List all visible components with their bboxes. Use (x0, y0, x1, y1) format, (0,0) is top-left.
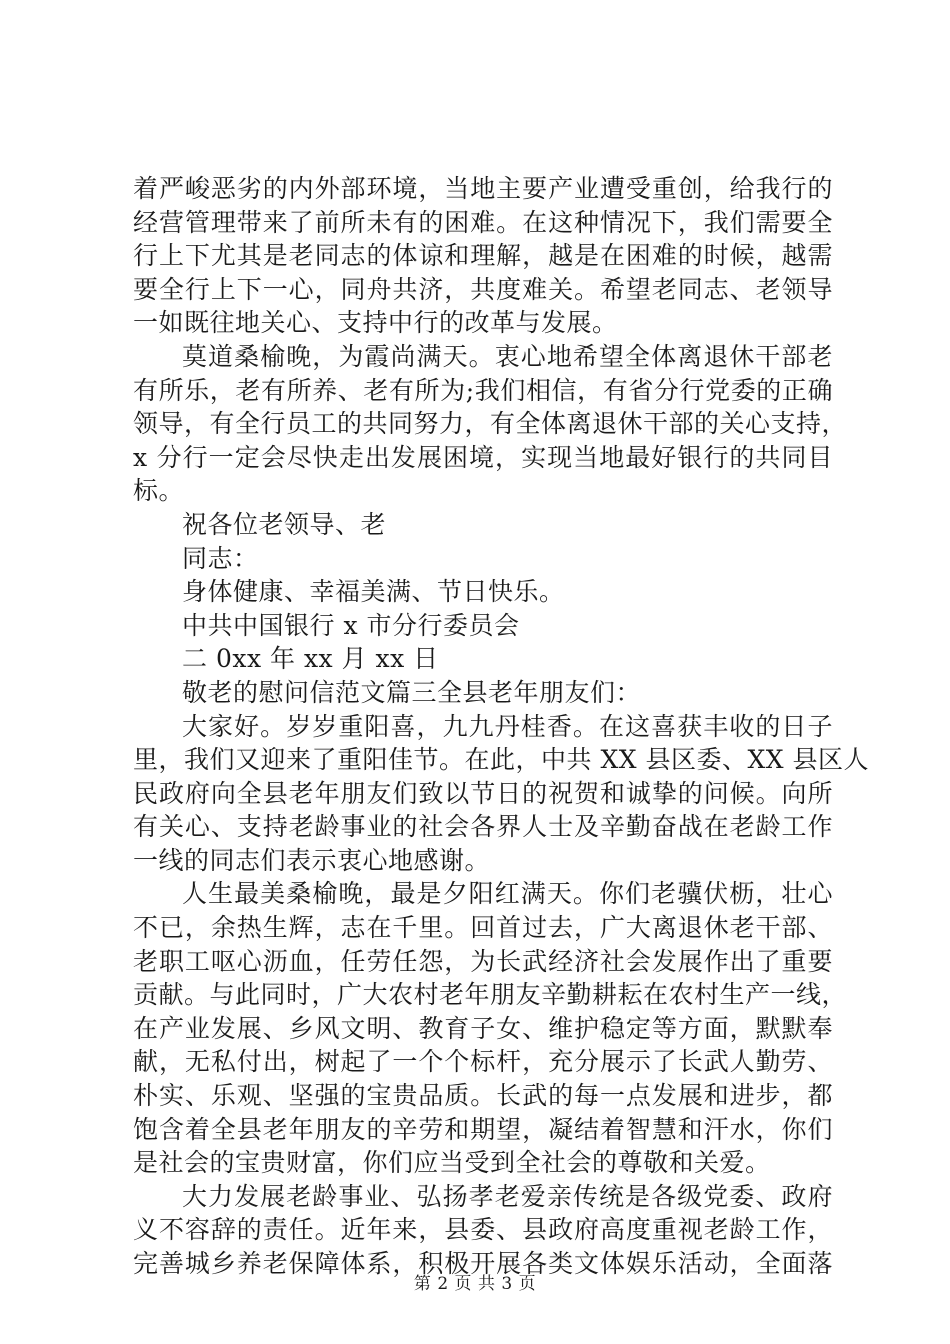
text-line: 着严峻恶劣的内外部环境，当地主要产业遭受重创，给我行的 (133, 174, 833, 203)
text-line: 是社会的宝贵财富，你们应当受到全社会的尊敬和关爱。 (133, 1148, 771, 1178)
text-line: 义不容辞的责任。近年来，县委、县政府高度重视老龄工作， (133, 1215, 833, 1245)
greeting-line: 同志： (182, 543, 259, 573)
text-line: 里，我们又迎来了重阳佳节。在此，中共 XX 县区委、XX 县区人 (133, 745, 870, 775)
text-line: 要全行上下一心，同舟共济，共度难关。希望老同志、老领导 (133, 274, 833, 304)
page-footer: 第 2 页 共 3 页 (413, 1274, 537, 1294)
text-line: 行上下尤其是老同志的体谅和理解，越是在困难的时候，越需 (133, 241, 833, 271)
text-line: 标。 (133, 476, 185, 506)
text-line: 一如既往地关心、支持中行的改革与发展。 (133, 308, 618, 338)
section-heading: 敬老的慰问信范文篇三全县老年朋友们： (182, 677, 642, 707)
text-line: x 分行一定会尽快走出发展困境，实现当地最好银行的共同目 (133, 442, 833, 472)
signature-date: 二 0xx 年 xx 月 xx 日 (182, 644, 439, 674)
text-line: 有所乐，老有所养、老有所为;我们相信，有省分行党委的正确 (133, 375, 833, 405)
signature-org: 中共中国银行 x 市分行委员会 (182, 610, 520, 640)
document-body (133, 172, 870, 1281)
text-line: 朴实、乐观、坚强的宝贵品质。长武的每一点发展和进步，都 (133, 1081, 833, 1111)
paragraph-first-line: 大力发展老龄事业、弘扬孝老爱亲传统是各级党委、政府 (182, 1181, 833, 1211)
text-line: 贡献。与此同时，广大农村老年朋友辛勤耕耘在农村生产一线， (133, 980, 848, 1010)
text-line: 老职工呕心沥血，任劳任怨，为长武经济社会发展作出了重要 (133, 946, 833, 976)
wish-line: 身体健康、幸福美满、节日快乐。 (182, 577, 565, 607)
text-line: 饱含着全县老年朋友的辛劳和期望，凝结着智慧和汗水，你们 (133, 1114, 833, 1144)
text-line: 有关心、支持老龄事业的社会各界人士及辛勤奋战在老龄工作 (133, 812, 833, 842)
text-line: 一线的同志们表示衷心地感谢。 (133, 845, 491, 875)
text-line: 献，无私付出，树起了一个个标杆，充分展示了长武人勤劳、 (133, 1047, 833, 1077)
text-line: 领导，有全行员工的共同努力，有全体离退休干部的关心支持， (133, 409, 848, 439)
paragraph-first-line: 大家好。岁岁重阳喜，九九丹桂香。在这喜获丰收的日子 (182, 711, 833, 741)
paragraph-first-line: 人生最美桑榆晚，最是夕阳红满天。你们老骥伏枥，壮心 (182, 879, 833, 909)
greeting-line: 祝各位老领导、老 (182, 509, 387, 539)
text-line: 在产业发展、乡风文明、教育子女、维护稳定等方面，默默奉 (133, 1013, 833, 1043)
text-line: 经营管理带来了前所未有的困难。在这种情况下，我们需要全 (133, 207, 833, 237)
paragraph-first-line: 莫道桑榆晚，为霞尚满天。衷心地希望全体离退休干部老 (182, 341, 833, 371)
text-line: 不已，余热生辉，志在千里。回首过去，广大离退休老干部、 (133, 913, 833, 943)
text-line: 完善城乡养老保障体系，积极开展各类文体娱乐活动，全面落 (133, 1249, 833, 1278)
text-line: 民政府向全县老年朋友们致以节日的祝贺和诚挚的问候。向所 (133, 778, 833, 808)
